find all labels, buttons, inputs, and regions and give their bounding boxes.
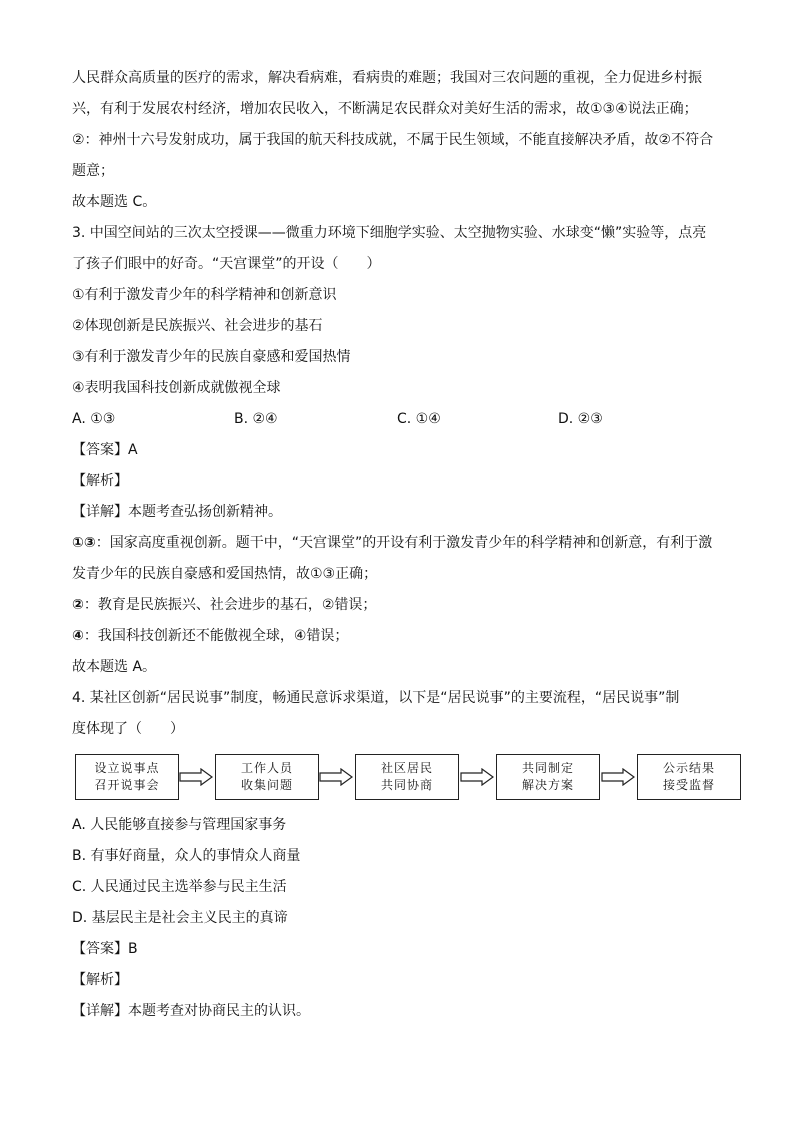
detail-label: 【详解】	[72, 504, 128, 520]
flow-step-text: 共同制定	[521, 761, 574, 775]
conclusion-line: 故本题选 C。	[72, 194, 157, 210]
detail-point	[72, 595, 376, 615]
detail-text: 本题考查对协商民主的认识。	[128, 1003, 310, 1019]
question-3-statement: ①有利于激发青少年的科学精神和创新意识	[72, 287, 337, 303]
question-4-option-a: A. 人民能够直接参与管理国家事务	[72, 817, 287, 833]
detail-point	[72, 564, 377, 584]
detail-point	[72, 626, 348, 646]
question-3-stem: 了孩子们眼中的好奇。“天宫课堂”的开设（ ）	[72, 256, 381, 272]
question-4-analysis-heading: 【解析】	[72, 972, 128, 988]
flow-step-text: 公示结果	[662, 761, 715, 775]
question-3-answer	[72, 440, 138, 460]
question-3-statement: ③有利于激发青少年的民族自豪感和爱国热情	[72, 349, 351, 365]
flow-step-1	[75, 754, 179, 800]
question-4-answer	[72, 939, 138, 959]
flow-step-text: 接受监督	[662, 778, 715, 792]
process-flow-diagram	[72, 754, 732, 806]
flow-step-text: 共同协商	[380, 778, 433, 792]
flow-step-text: 解决方案	[521, 778, 574, 792]
paragraph-line: 兴，有利于发展农村经济，增加农民收入，不断满足农民群众对美好生活的需求，故①③④说法正确；	[72, 101, 698, 117]
flow-arrow-icon	[179, 768, 213, 786]
point-marker: ②	[72, 597, 84, 613]
question-4-option-c: C. 人民通过民主选举参与民主生活	[72, 879, 287, 895]
answer-value: B	[128, 941, 138, 957]
flow-arrow-icon	[319, 768, 353, 786]
flow-arrow-icon	[601, 768, 635, 786]
flow-step-text: 收集问题	[240, 778, 293, 792]
flow-step-text: 社区居民	[380, 761, 433, 775]
detail-label: 【详解】	[72, 1003, 128, 1019]
paragraph-line: 人民群众高质量的医疗的需求，解决看病难，看病贵的难题；我国对三农问题的重视，全力促进乡村振	[72, 70, 702, 86]
question-4-option-d: D. 基层民主是社会主义民主的真谛	[72, 910, 288, 926]
question-3-statement: ②体现创新是民族振兴、社会进步的基石	[72, 318, 323, 334]
detail-point	[72, 533, 712, 553]
flow-arrow-icon	[460, 768, 494, 786]
paragraph-line: ②：神州十六号发射成功，属于我国的航天科技成就，不属于民生领域，不能直接解决矛盾，故②不符合	[72, 132, 714, 148]
point-text: ：国家高度重视创新。题干中，“天宫课堂”的开设有利于激发青少年的科学精神和创新意，有利于激	[95, 535, 713, 551]
answer-value: A	[128, 442, 138, 458]
flow-step-text: 召开说事会	[94, 778, 160, 792]
answer-label: 【答案】	[72, 941, 128, 957]
question-3-option-a: A. ①③	[72, 411, 116, 427]
question-3-option-b: B. ②④	[234, 411, 278, 427]
question-3-option-c: C. ①④	[397, 411, 441, 427]
flow-step-5	[637, 754, 741, 800]
question-4-option-b: B. 有事好商量，众人的事情众人商量	[72, 848, 301, 864]
point-text: ：教育是民族振兴、社会进步的基石，②错误；	[83, 597, 377, 613]
question-4-stem: 度体现了（ ）	[72, 721, 184, 737]
flow-step-2	[215, 754, 319, 800]
question-3-analysis-heading: 【解析】	[72, 473, 128, 489]
question-3-detail	[72, 502, 282, 522]
point-marker: ①③	[72, 535, 96, 551]
flow-step-4	[496, 754, 600, 800]
flow-step-text: 工作人员	[240, 761, 293, 775]
flow-step-text: 设立说事点	[94, 761, 160, 775]
answer-label: 【答案】	[72, 442, 128, 458]
point-text: ：我国科技创新还不能傲视全球，④错误；	[83, 628, 349, 644]
point-text: 发青少年的民族自豪感和爱国热情，故①③正确；	[72, 566, 378, 582]
question-3-statement: ④表明我国科技创新成就傲视全球	[72, 380, 281, 396]
detail-text: 本题考查弘扬创新精神。	[128, 504, 282, 520]
conclusion-line: 故本题选 A。	[72, 659, 157, 675]
flow-step-3	[355, 754, 459, 800]
question-4-detail	[72, 1001, 310, 1021]
question-3-stem: 3. 中国空间站的三次太空授课——微重力环境下细胞学实验、太空抛物实验、水球变“懒”实验等，点亮	[72, 225, 707, 241]
paragraph-line: 题意；	[72, 163, 114, 179]
question-3-option-d: D. ②③	[558, 411, 603, 427]
point-marker: ④	[72, 628, 84, 644]
question-4-stem: 4. 某社区创新“居民说事”制度，畅通民意诉求渠道，以下是“居民说事”的主要流程，“居民说事”制	[72, 690, 680, 706]
